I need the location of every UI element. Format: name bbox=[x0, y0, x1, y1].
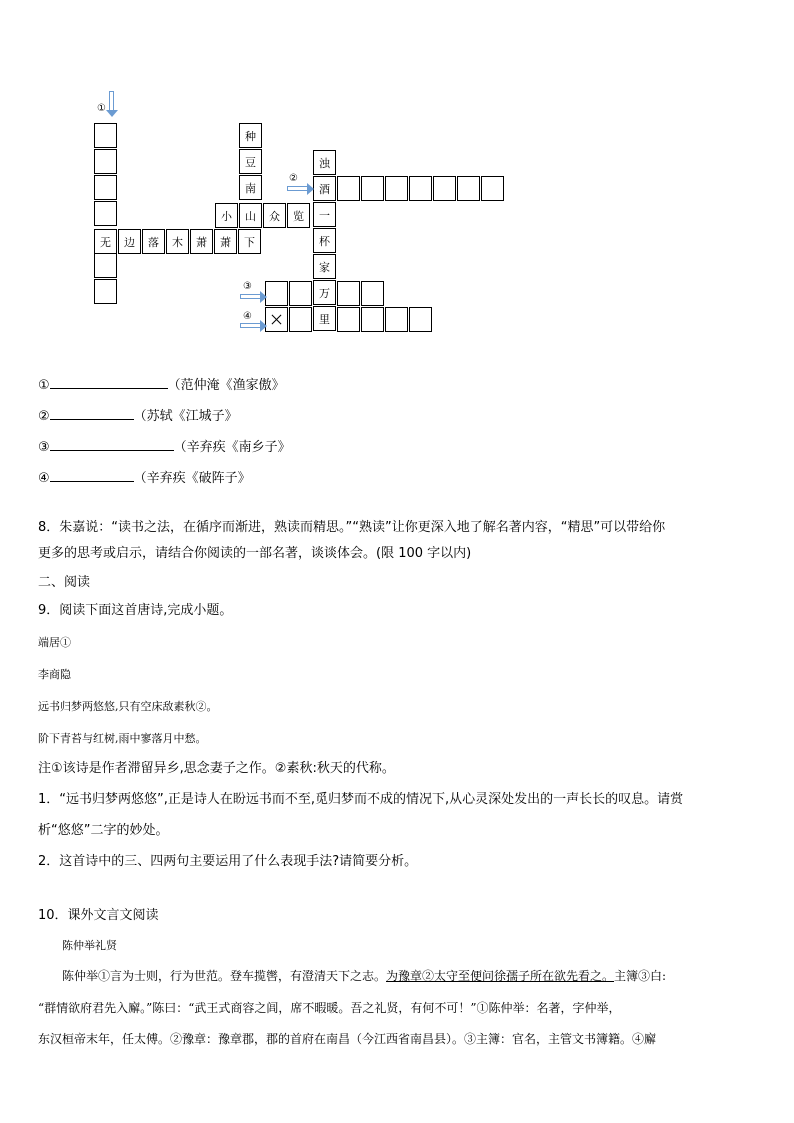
classical-title: 陈仲举礼贤 bbox=[62, 939, 117, 952]
section-heading: 二、阅读 bbox=[38, 575, 91, 590]
crossword-cell-col-shendou: 豆 bbox=[239, 149, 262, 174]
answer-source: （范仲淹《渔家傲》 bbox=[167, 378, 285, 393]
crossword-cell-row2[interactable] bbox=[409, 176, 432, 201]
marker-4: ④ bbox=[243, 311, 252, 322]
marker-1: ① bbox=[97, 103, 106, 114]
answer-number: ① bbox=[38, 378, 50, 393]
crossword-cell-row3[interactable] bbox=[289, 281, 312, 306]
crossword-cell-row-wubian: 边 bbox=[118, 229, 141, 254]
crossword-cell-col-shendou: 种 bbox=[239, 123, 262, 148]
crossword-cell-row-wubian: 萧 bbox=[214, 229, 237, 254]
crossword-cell-col1[interactable] bbox=[94, 123, 117, 148]
arrow-right-icon bbox=[287, 186, 307, 191]
crossword-cell-row-wubian: 落 bbox=[142, 229, 165, 254]
crossword-cell-row4[interactable] bbox=[337, 307, 360, 332]
question-9-1-line1: 1．“远书归梦两悠悠”,正是诗人在盼远书而不至,觅归梦而不成的情况下,从心灵深处发出的一声长长的叹息。请赏 bbox=[38, 792, 684, 807]
crossword-cell-row2[interactable] bbox=[457, 176, 480, 201]
crossword-cell-row2[interactable] bbox=[433, 176, 456, 201]
question-8-line2: 更多的思考或启示，请结合你阅读的一部名著，谈谈体会。(限 100 字以内) bbox=[38, 546, 472, 561]
question-10-intro: 10．课外文言文阅读 bbox=[38, 908, 159, 923]
crossword-cell-col-zhuojiu: 一 bbox=[313, 202, 336, 227]
poem-line-1: 远书归梦两悠悠,只有空床敌素秋②。 bbox=[38, 700, 218, 713]
crossword-cell-col-shendou: 南 bbox=[239, 175, 262, 200]
answer-line-1 bbox=[38, 374, 285, 393]
question-9-intro: 9．阅读下面这首唐诗,完成小题。 bbox=[38, 603, 233, 618]
crossword-cell-row-wubian: 萧 bbox=[190, 229, 213, 254]
answer-blank[interactable] bbox=[50, 468, 134, 482]
marker-3: ③ bbox=[243, 281, 252, 292]
poem-title: 端居① bbox=[38, 636, 71, 649]
crossword-cell-col-zhuojiu: 里 bbox=[313, 306, 336, 331]
crossword-cell-row-xiaoshan: 览 bbox=[287, 203, 310, 228]
question-8-line1: 8．朱嘉说：“读书之法，在循序而渐进，熟读而精思。”“熟读”让你更深入地了解名著内容，“精思”可以带给你 bbox=[38, 520, 666, 535]
crossword-cell-col-zhuojiu: 万 bbox=[313, 280, 336, 305]
question-8 bbox=[38, 515, 760, 567]
crossword-cell-row4[interactable] bbox=[409, 307, 432, 332]
classical-para-3: 东汉桓帝末年，任太傅。②豫章：豫章郡，郡的首府在南昌（今江西省南昌县）。③主簿：官名，主管文书簿籍。④廨 bbox=[38, 1032, 657, 1046]
crossword-cell-col-zhuojiu: 酒 bbox=[313, 176, 336, 201]
crossword-cell-row-xiaoshan: 山 bbox=[239, 203, 262, 228]
crossword-cell-col1[interactable] bbox=[94, 201, 117, 226]
crossword-cell-row-wubian: 无 bbox=[94, 229, 117, 254]
crossword-cell-row2[interactable] bbox=[337, 176, 360, 201]
crossword-cell-col-zhuojiu: 浊 bbox=[313, 150, 336, 175]
answer-line-3 bbox=[38, 436, 291, 455]
arrow-down-icon bbox=[109, 91, 114, 111]
answer-line-4 bbox=[38, 467, 251, 486]
answer-blank[interactable] bbox=[50, 375, 168, 389]
classical-text: 陈仲举①言为士则，行为世范。登车揽辔，有澄清天下之志。 bbox=[62, 969, 387, 983]
classical-para-2: “群情欲府君先入廨。”陈曰：“武王式商容之闾，席不暇暖。吾之礼贤，有何不可！”①陈仲举：名著，字仲举， bbox=[38, 1001, 621, 1015]
question-9-1 bbox=[38, 787, 760, 844]
poem-line-2: 阶下青苔与红树,雨中寥落月中愁。 bbox=[38, 732, 207, 745]
crossword-cell-row4 bbox=[265, 307, 288, 332]
crossword-cell-col1[interactable] bbox=[94, 279, 117, 304]
classical-para-1 bbox=[62, 963, 762, 989]
crossword-cell-col-zhuojiu: 杯 bbox=[313, 228, 336, 253]
crossword-cell-row-xiaoshan: 小 bbox=[215, 203, 238, 228]
answer-blank[interactable] bbox=[50, 406, 134, 420]
crossword-cell-col1[interactable] bbox=[94, 175, 117, 200]
answer-source: （苏轼《江城子》 bbox=[133, 409, 238, 424]
crossword-cell-row3[interactable] bbox=[337, 281, 360, 306]
poem-author: 李商隐 bbox=[38, 668, 71, 681]
crossword-cell-row4[interactable] bbox=[361, 307, 384, 332]
crossword-cell-row2[interactable] bbox=[361, 176, 384, 201]
answer-number: ② bbox=[38, 409, 50, 424]
crossword-cell-row-xiaoshan: 众 bbox=[263, 203, 286, 228]
crossword-cell-row-wubian: 下 bbox=[238, 229, 261, 254]
crossword-cell-row4[interactable] bbox=[385, 307, 408, 332]
answer-line-2 bbox=[38, 405, 238, 424]
arrow-right-icon bbox=[240, 294, 260, 299]
crossword-cell-col1[interactable] bbox=[94, 253, 117, 278]
underlined-sentence: 为豫章②太守至便问徐孺子所在欲先看之。 bbox=[386, 969, 615, 983]
poem-note: 注①该诗是作者滞留异乡,思念妻子之作。②素秋:秋天的代称。 bbox=[38, 761, 395, 776]
crossword-cell-row2[interactable] bbox=[481, 176, 504, 201]
crossword-cell-row2[interactable] bbox=[385, 176, 408, 201]
crossword-cell-col1[interactable] bbox=[94, 149, 117, 174]
classical-text: 主簿③白: bbox=[614, 969, 667, 983]
answer-source: （辛弃疾《南乡子》 bbox=[173, 440, 291, 455]
crossword-cell-row-wubian: 木 bbox=[166, 229, 189, 254]
question-9-1-line2: 析“悠悠”二字的妙处。 bbox=[38, 823, 169, 838]
crossword-cell-col-zhuojiu: 家 bbox=[313, 254, 336, 279]
answer-number: ③ bbox=[38, 440, 50, 455]
crossword-cell-row3[interactable] bbox=[361, 281, 384, 306]
crossword-cell-row3[interactable] bbox=[265, 281, 288, 306]
arrow-right-icon bbox=[240, 323, 260, 328]
answer-number: ④ bbox=[38, 471, 50, 486]
question-9-2: 2．这首诗中的三、四两句主要运用了什么表现手法?请简要分析。 bbox=[38, 854, 418, 869]
answer-blank[interactable] bbox=[50, 437, 174, 451]
crossword-cell-row4[interactable] bbox=[289, 307, 312, 332]
answer-source: （辛弃疾《破阵子》 bbox=[133, 471, 251, 486]
marker-2: ② bbox=[289, 173, 298, 184]
